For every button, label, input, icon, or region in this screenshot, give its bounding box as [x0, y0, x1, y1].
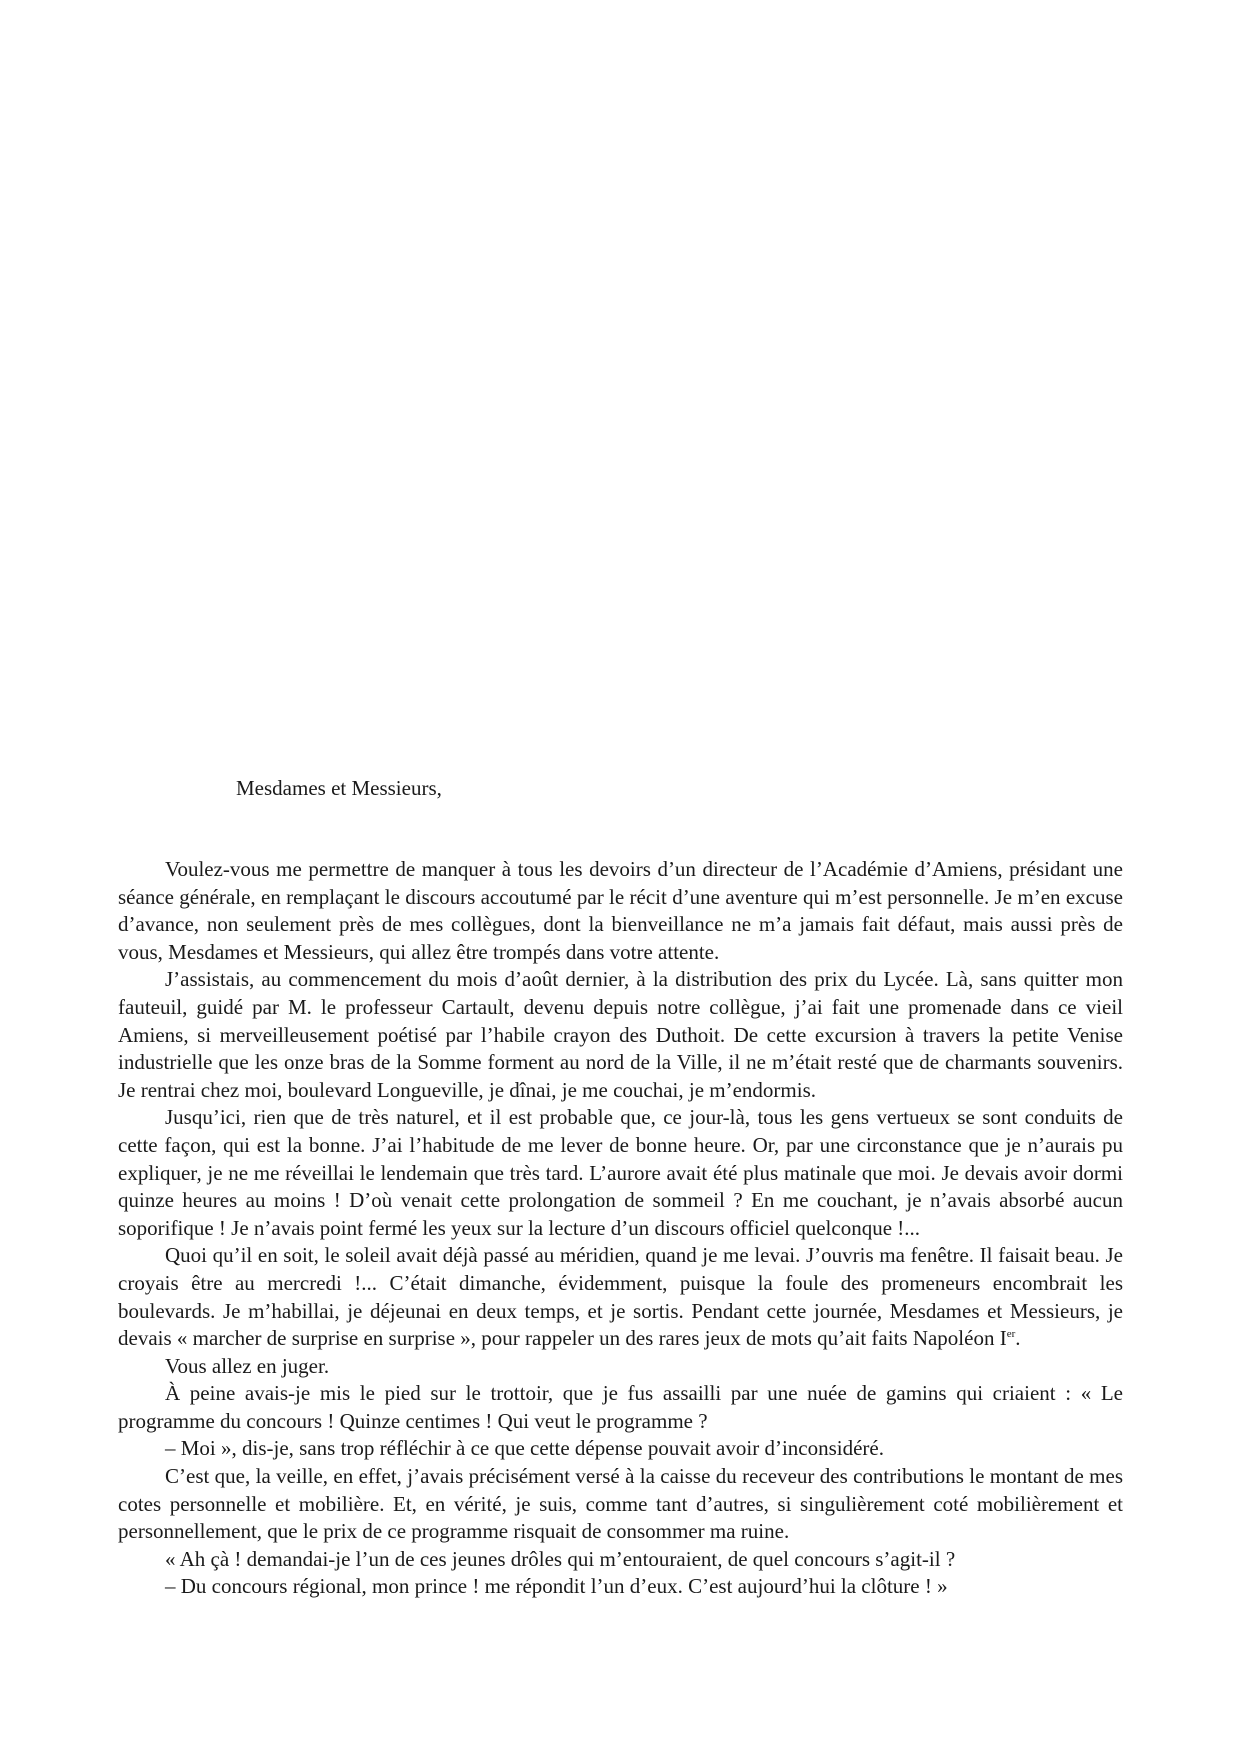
- paragraph-4-text: Quoi qu’il en soit, le soleil avait déjà passé au méridien, quand je me levai. J’ouvris ma fenêtre. Il faisait beau. Je croyais être au mercredi !... C’était dimanche, évidemment, puisque la foule des promeneurs encombrait les boulevards. Je m’habillai, je déjeunai en deux temps, et je sortis. Pendant cette journée, Mesdames et Messieurs, je devais « marcher de surprise en surprise », pour rappeler un des rares jeux de mots qu’ait faits Napoléon I: [118, 1243, 1123, 1351]
- paragraph-7: – Moi », dis-je, sans trop réfléchir à ce que cette dépense pouvait avoir d’inconsidéré.: [165, 1436, 884, 1461]
- body-text: [118, 856, 1123, 1601]
- superscript-er: er: [1006, 1328, 1016, 1341]
- paragraph-6: À peine avais-je mis le pied sur le trottoir, que je fus assailli par une nuée de gamins qui criaient : « Le programme du concours ! Quinze centimes ! Qui veut le programme ?: [118, 1381, 1123, 1433]
- paragraph-1: Voulez-vous me permettre de manquer à tous les devoirs d’un directeur de l’Académie d’Amiens, présidant une séance générale, en remplaçant le discours accoutumé par le récit d’une aventure qui m’est personnelle. Je m’en excuse d’avance, non seulement près de mes collègues, dont la bienveillance ne m’a jamais fait défaut, mais aussi près de vous, Mesdames et Messieurs, qui allez être trompés dans votre attente.: [118, 857, 1123, 964]
- paragraph-4: [118, 1242, 1123, 1352]
- paragraph-10: – Du concours régional, mon prince ! me répondit l’un d’eux. C’est aujourd’hui la clôture ! »: [165, 1574, 948, 1599]
- paragraph-3: Jusqu’ici, rien que de très naturel, et il est probable que, ce jour-là, tous les gens vertueux se sont conduits de cette façon, qui est la bonne. J’ai l’habitude de me lever de bonne heure. Or, par une circonstance que je n’aurais pu expliquer, je ne me réveillai le lendemain que très tard. L’aurore avait été plus matinale que moi. Je devais avoir dormi quinze heures au moins ! D’où venait cette prolongation de sommeil ? En me couchant, je n’avais absorbé aucun soporifique ! Je n’avais point fermé les yeux sur la lecture d’un discours officiel quelconque !...: [118, 1105, 1123, 1240]
- paragraph-4-period: .: [1015, 1326, 1021, 1351]
- paragraph-9: « Ah çà ! demandai-je l’un de ces jeunes drôles qui m’entouraient, de quel concours s’agit-il ?: [165, 1546, 956, 1571]
- salutation: Mesdames et Messieurs,: [236, 776, 442, 800]
- paragraph-8: C’est que, la veille, en effet, j’avais précisément versé à la caisse du receveur des contributions le montant de mes cotes personnelle et mobilière. Et, en vérité, je suis, comme tant d’autres, si singulièrement coté mobilièrement et personnellement, que le prix de ce programme risquait de consommer ma ruine.: [118, 1464, 1123, 1544]
- paragraph-5: Vous allez en juger.: [165, 1353, 330, 1378]
- paragraph-2: J’assistais, au commencement du mois d’août dernier, à la distribution des prix du Lycée. Là, sans quitter mon fauteuil, guidé par M. le professeur Cartault, devenu depuis notre collègue, j’ai fait une promenade dans ce vieil Amiens, si merveilleusement poétisé par l’habile crayon des Duthoit. De cette excursion à travers la petite Venise industrielle que les onze bras de la Somme forment au nord de la Ville, il ne m’était resté que de charmants souvenirs. Je rentrai chez moi, boulevard Longueville, je dînai, je me couchai, je m’endormis.: [118, 967, 1123, 1102]
